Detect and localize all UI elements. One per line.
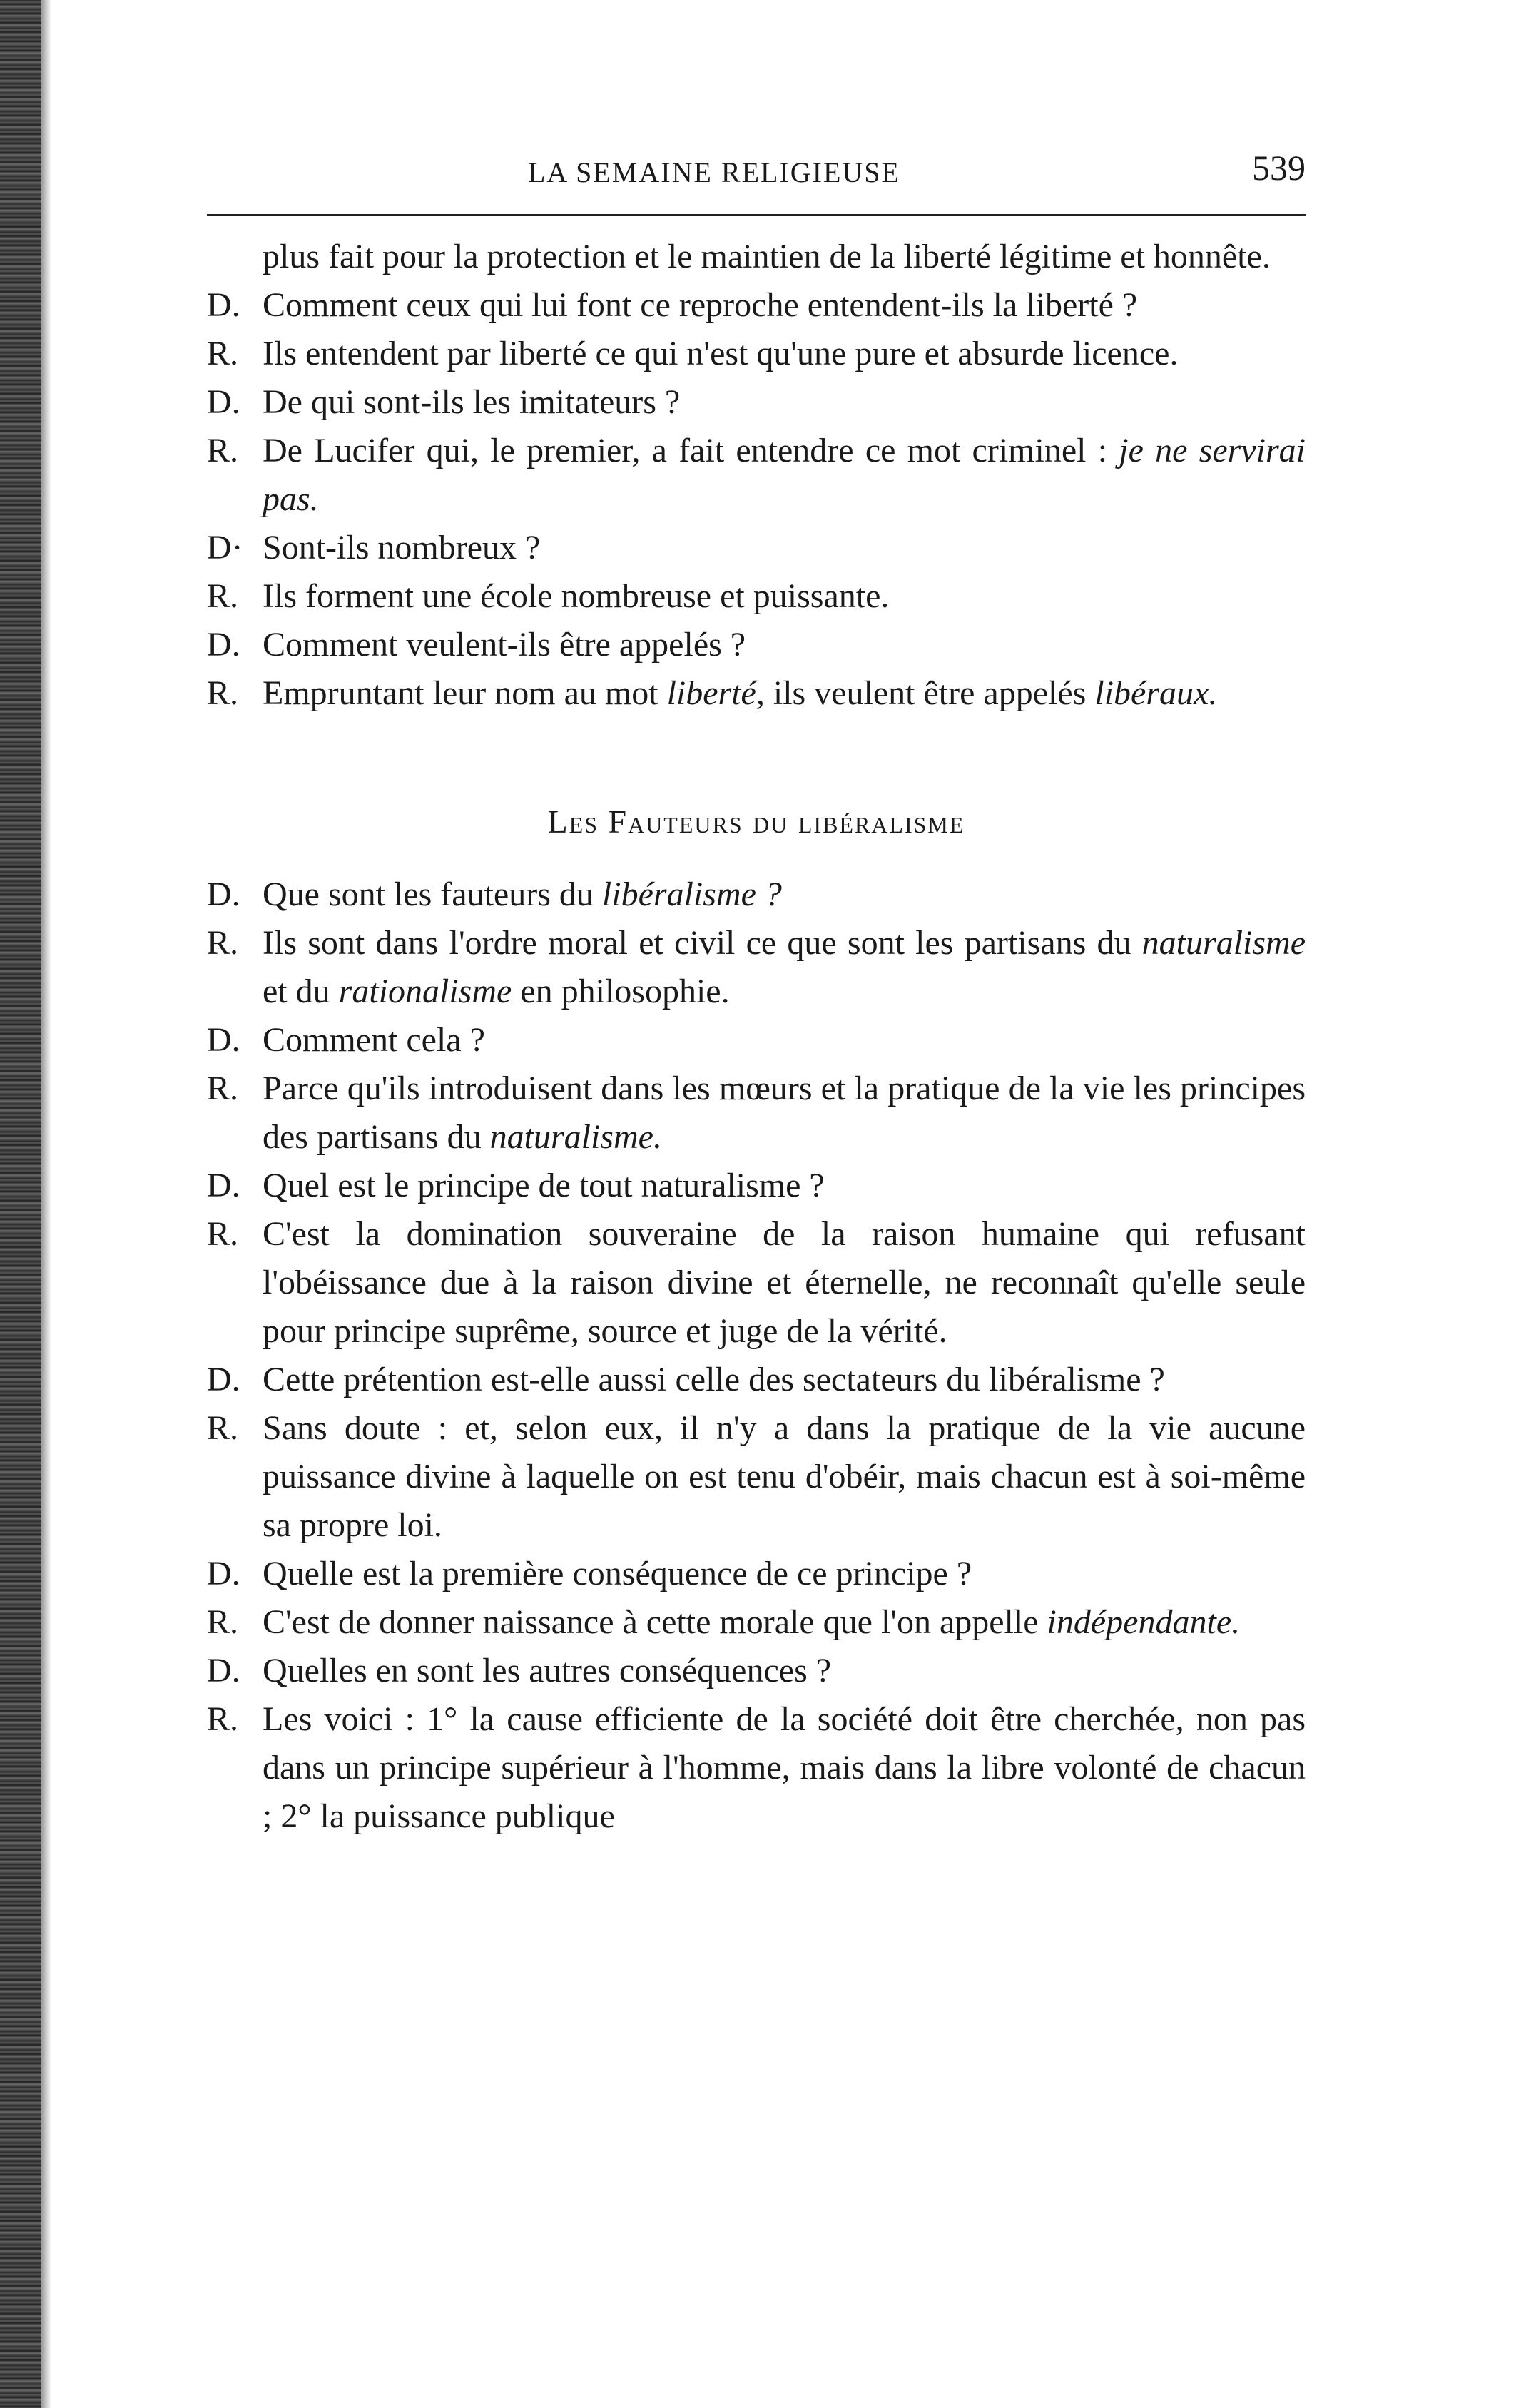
dialogue-line: [207, 919, 1306, 1016]
dialogue-line: [207, 621, 1306, 669]
page-number: 539: [1252, 148, 1306, 188]
header-rule: [207, 214, 1306, 216]
line-text: ils veulent être appelés: [773, 674, 1087, 712]
line-text: C'est de donner naissance à cette morale que l'on appelle: [263, 1603, 1039, 1641]
line-text: Sont-ils nombreux ?: [263, 529, 541, 567]
dialogue-line: [207, 1016, 1306, 1065]
speaker-label: R.: [207, 1070, 239, 1107]
line-text: Ils entendent par liberté ce qui n'est qu'une pure et absurde licence.: [263, 335, 1179, 372]
dialogue-line: [207, 870, 1306, 919]
italic-term: libéralisme ?: [601, 875, 782, 913]
speaker-label: D·: [207, 529, 243, 567]
dialogue-line: [207, 1647, 1306, 1695]
continuation-paragraph: plus fait pour la protection et le maintien de la liberté légitime et honnête.: [263, 238, 1271, 275]
speaker-label: D.: [207, 875, 240, 913]
italic-term: libéraux.: [1094, 674, 1218, 712]
line-text: Ils sont dans l'ordre moral et civil ce que sont les partisans du: [263, 924, 1131, 962]
binding-shadow: [41, 0, 51, 2408]
speaker-label: D.: [207, 626, 240, 664]
speaker-label: D.: [207, 1021, 240, 1059]
dialogue-line: [207, 330, 1306, 378]
line-text: Comment veulent-ils être appelés ?: [263, 626, 746, 664]
section-heading: Les Fauteurs du libéralisme: [547, 803, 965, 840]
line-text: Comment cela ?: [263, 1021, 485, 1059]
line-text: et du: [263, 972, 330, 1010]
speaker-label: D.: [207, 286, 240, 324]
speaker-label: R.: [207, 1409, 239, 1447]
page-header: [207, 147, 1306, 197]
speaker-label: R.: [207, 577, 239, 615]
dialogue-line: [207, 572, 1306, 621]
line-text: Quelles en sont les autres conséquences ?: [263, 1652, 832, 1690]
dialogue-line: [207, 1210, 1306, 1356]
page-body: [207, 233, 1306, 1841]
dialogue-line: [207, 669, 1306, 718]
line-text: Ils forment une école nombreuse et puissante.: [263, 577, 890, 615]
dialogue-line: [207, 1065, 1306, 1162]
italic-term: rationalisme: [338, 972, 512, 1010]
speaker-label: R.: [207, 335, 239, 372]
line-text: Sans doute : et, selon eux, il n'y a dans la pratique de la vie aucune puissance divine à laquelle on est tenu d'obéir, mais chacun est à soi-même sa propre loi.: [263, 1409, 1306, 1544]
dialogue-line: [207, 378, 1306, 427]
dialogue-line: [207, 1404, 1306, 1550]
speaker-label: D.: [207, 1555, 240, 1592]
italic-term: liberté,: [666, 674, 765, 712]
speaker-label: R.: [207, 1700, 239, 1738]
line-text: De qui sont-ils les imitateurs ?: [263, 383, 681, 421]
speaker-label: D.: [207, 1652, 240, 1690]
dialogue-line: [207, 524, 1306, 572]
dialogue-line: [207, 427, 1306, 524]
line-text: Quelle est la première conséquence de ce principe ?: [263, 1555, 972, 1592]
line-text: Les voici : 1° la cause efficiente de la société doit être cherchée, non pas dans un principe supérieur à l'homme, mais dans la libre volonté de chacun ; 2° la puissance publique: [263, 1700, 1306, 1835]
italic-term: naturalisme.: [489, 1118, 662, 1156]
speaker-label: D.: [207, 383, 240, 421]
dialogue-line: [207, 1550, 1306, 1598]
dialogue-line: [207, 1162, 1306, 1210]
running-title: LA SEMAINE RELIGIEUSE: [528, 156, 900, 188]
italic-term: naturalisme: [1141, 924, 1306, 962]
line-text: Parce qu'ils introduisent dans les mœurs et la pratique de la vie les principes des partisans du: [263, 1070, 1306, 1156]
speaker-label: R.: [207, 1215, 239, 1253]
speaker-label: D.: [207, 1361, 240, 1398]
line-text: Cette prétention est-elle aussi celle des sectateurs du libéralisme ?: [263, 1361, 1165, 1398]
dialogue-line: [207, 1356, 1306, 1404]
line-text: De Lucifer qui, le premier, a fait entendre ce mot criminel :: [263, 432, 1108, 469]
italic-term: indépendante.: [1047, 1603, 1241, 1641]
speaker-label: R.: [207, 674, 239, 712]
speaker-label: R.: [207, 924, 239, 962]
line-text: C'est la domination souveraine de la raison humaine qui refusant l'obéissance due à la raison divine et éternelle, ne reconnaît qu'elle seule pour principe suprême, source et juge de la vérité.: [263, 1215, 1306, 1350]
dialogue-line: [207, 1598, 1306, 1647]
line-text: Quel est le principe de tout naturalisme ?: [263, 1167, 825, 1204]
speaker-label: D.: [207, 1167, 240, 1204]
line-text: en philosophie.: [520, 972, 730, 1010]
line-text: Que sont les fauteurs du: [263, 875, 594, 913]
line-text: Empruntant leur nom au mot: [263, 674, 658, 712]
dialogue-line: [207, 281, 1306, 330]
dialogue-line: [207, 1695, 1306, 1841]
line-text: Comment ceux qui lui font ce reproche entendent-ils la liberté ?: [263, 286, 1138, 324]
italic-quote: je ne servirai pas.: [263, 432, 1306, 518]
speaker-label: R.: [207, 432, 239, 469]
book-binding-edge: [0, 0, 41, 2408]
speaker-label: R.: [207, 1603, 239, 1641]
